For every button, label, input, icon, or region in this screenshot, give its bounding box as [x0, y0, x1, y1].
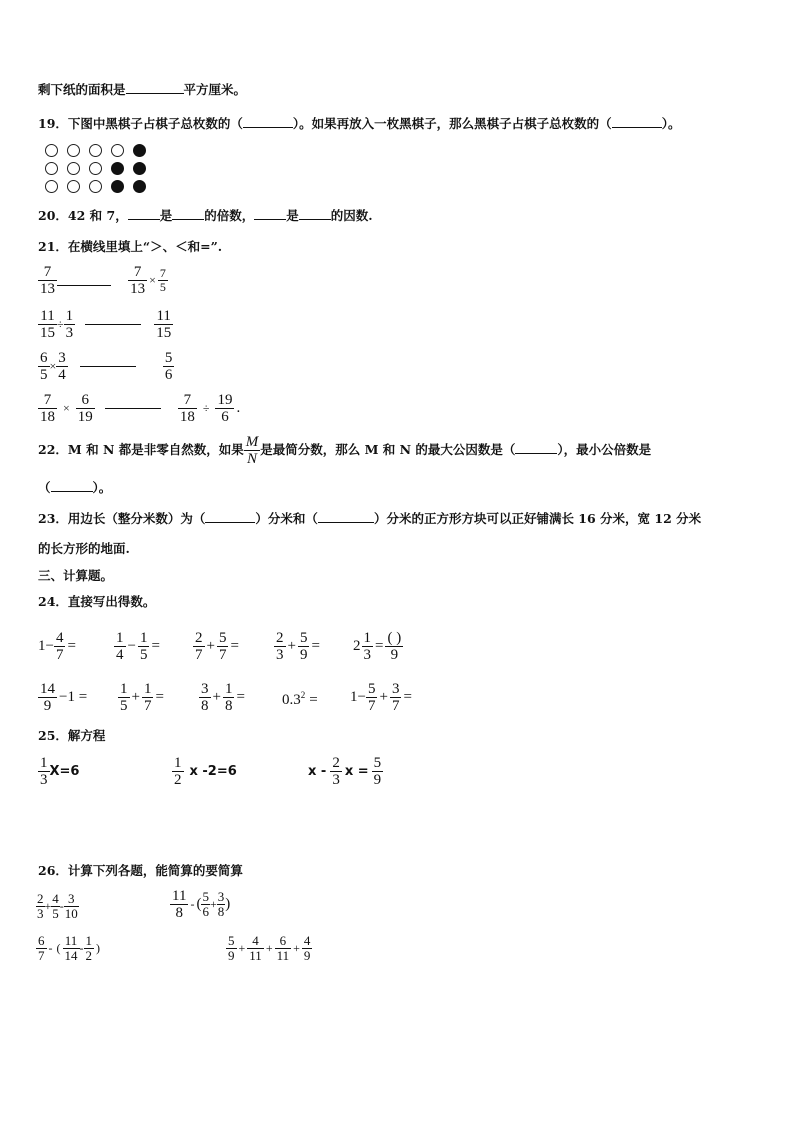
numerator: 7	[159, 266, 166, 280]
denominator: 4	[116, 647, 124, 663]
question-number: 21．	[38, 239, 68, 254]
denominator: 7	[55, 647, 64, 663]
question-20-text: 42 和 7，	[67, 208, 128, 223]
answer-blank[interactable]	[172, 219, 204, 220]
question-23-text: 用边长（整分米数）为（	[67, 511, 206, 526]
denominator: 3	[40, 772, 48, 788]
numerator: 11	[40, 308, 55, 324]
compare-row-4	[38, 392, 242, 425]
white-chess-piece	[67, 180, 80, 193]
denominator: 7	[391, 698, 400, 714]
exponent: 2	[300, 690, 306, 700]
numerator: 1	[40, 755, 48, 771]
white-chess-piece	[45, 162, 58, 175]
base-number: 0.3	[282, 692, 301, 708]
numerator: 1	[85, 933, 92, 948]
answer-blank[interactable]	[128, 219, 160, 220]
numerator-blank[interactable]: ( )	[387, 630, 402, 646]
denominator: 9	[385, 646, 403, 663]
expression-text: −1 =	[59, 689, 88, 705]
denominator: 5	[40, 367, 48, 383]
compare-blank[interactable]	[85, 324, 141, 325]
denominator: 3	[276, 647, 284, 663]
numerator: 5	[367, 681, 376, 697]
denominator: 10	[64, 906, 78, 921]
equals-sign: =	[403, 689, 412, 705]
equation-text: x -2=6	[189, 764, 237, 779]
numerator: 6	[81, 392, 90, 408]
fraction	[217, 890, 226, 919]
question-21-text: 在横线里填上“＞、＜和=”.	[67, 239, 223, 254]
equals-sign: =	[311, 638, 320, 654]
calc-item-10	[350, 681, 414, 714]
answer-blank[interactable]	[254, 219, 286, 220]
section-title-text: 三、计算题。	[38, 568, 114, 583]
numerator: 7	[183, 392, 192, 408]
numerator: 1	[363, 630, 371, 646]
denominator: 11	[249, 948, 262, 963]
fraction-answer-box[interactable]	[385, 630, 403, 663]
white-chess-piece	[67, 144, 80, 157]
operator: +	[44, 899, 52, 913]
question-number: 24．	[38, 594, 68, 609]
question-number: 22．	[38, 442, 68, 457]
calc-item-9	[282, 690, 318, 709]
fraction	[76, 392, 95, 425]
denominator: 5	[159, 280, 166, 294]
fraction	[390, 681, 402, 714]
fraction-m-over-n	[244, 434, 261, 467]
operator: +	[206, 638, 215, 654]
operator: +	[287, 638, 296, 654]
question-22	[38, 432, 651, 468]
question-23-text: ）分米和（	[255, 511, 318, 526]
denominator: 7	[367, 698, 376, 714]
question-number: 26．	[38, 863, 68, 878]
white-chess-piece	[111, 144, 124, 157]
numerator: 2	[195, 630, 203, 646]
numerator: 2	[332, 755, 340, 771]
numerator: 5	[299, 630, 308, 646]
fraction	[63, 934, 80, 963]
white-chess-piece	[89, 162, 102, 175]
chess-board	[45, 144, 155, 196]
denominator: 5	[139, 647, 148, 663]
fraction	[36, 934, 47, 963]
numerator: 11	[156, 308, 171, 324]
fraction	[199, 681, 211, 714]
fraction	[51, 892, 60, 921]
fraction	[138, 630, 150, 663]
fraction	[128, 264, 147, 297]
operator: +	[209, 897, 217, 911]
numerator: 6	[40, 350, 48, 366]
equals-sign: =	[151, 638, 160, 654]
denominator: 9	[303, 948, 311, 963]
operator: +	[131, 689, 140, 705]
denominator: 8	[170, 904, 188, 921]
fraction	[372, 755, 384, 788]
question-number: 19．	[38, 116, 68, 131]
denominator: 7	[195, 647, 203, 663]
question-22-text: （	[38, 480, 51, 495]
question-20-text: 的倍数，	[204, 208, 255, 223]
denominator: N	[244, 450, 261, 467]
denominator: 14	[64, 948, 78, 963]
white-chess-piece	[45, 180, 58, 193]
numerator: 3	[68, 891, 75, 906]
denominator: 3	[363, 647, 371, 663]
question-23	[38, 511, 701, 527]
equation-text: X=6	[49, 764, 80, 779]
question-22-text: M 和 N 都是非零自然数，如果	[67, 442, 244, 457]
fraction	[163, 350, 175, 383]
top-line	[38, 82, 246, 98]
calc-item-7	[118, 681, 166, 714]
denominator: 15	[156, 325, 172, 341]
denominator: 3	[332, 772, 340, 788]
operator: -	[59, 899, 64, 913]
top-line-text: 剩下纸的面积是	[38, 82, 126, 97]
question-number: 25．	[38, 728, 68, 743]
numerator: 2	[37, 891, 44, 906]
compare-row-1	[38, 264, 168, 297]
white-chess-piece	[89, 144, 102, 157]
denominator: 19	[77, 409, 93, 425]
question-22-line-2	[38, 480, 111, 496]
question-20-text: 是	[286, 208, 299, 223]
section-title	[38, 568, 113, 584]
denominator: 7	[38, 948, 45, 963]
white-chess-piece	[67, 162, 80, 175]
question-22-text: 是最简分数，那么 M 和 N 的最大公因数是（	[260, 442, 516, 457]
left-parenthesis: (	[56, 941, 61, 955]
numerator: 19	[217, 392, 233, 408]
answer-blank[interactable]	[515, 453, 557, 454]
equals-sign: =	[67, 638, 76, 654]
numerator: 4	[55, 630, 64, 646]
denominator: 7	[218, 647, 227, 663]
operator: +	[212, 689, 221, 705]
equation-3	[308, 755, 383, 788]
equation-1	[38, 755, 79, 788]
fraction	[172, 755, 184, 788]
fraction	[118, 681, 130, 714]
question-24-text: 直接写出得数。	[67, 594, 156, 609]
white-chess-piece	[45, 144, 58, 157]
fraction	[38, 392, 57, 425]
question-number: 20．	[38, 208, 68, 223]
question-24	[38, 594, 155, 610]
calc-item-4	[274, 630, 322, 663]
denominator: 9	[38, 697, 57, 714]
denominator: 11	[276, 948, 290, 963]
question-23-line-2	[38, 541, 130, 557]
numerator: 2	[276, 630, 284, 646]
question-21	[38, 239, 222, 255]
denominator: 6	[164, 367, 173, 383]
answer-blank[interactable]	[243, 127, 293, 128]
calc-item-1	[38, 630, 78, 663]
numerator: 3	[58, 350, 66, 366]
fraction	[178, 392, 197, 425]
question-26-text: 计算下列各题，能简算的要简算	[67, 863, 243, 878]
denominator: 13	[40, 281, 55, 297]
question-26	[38, 863, 243, 879]
answer-blank[interactable]	[126, 93, 184, 94]
whole-number: 2	[353, 638, 361, 654]
answer-blank[interactable]	[299, 219, 331, 220]
question-number: 23．	[38, 511, 68, 526]
denominator: 15	[40, 325, 55, 341]
left-parenthesis: (	[196, 896, 202, 912]
denominator: 2	[85, 948, 92, 963]
right-parenthesis: )	[96, 941, 100, 955]
denominator: 9	[373, 772, 382, 788]
compare-blank[interactable]	[57, 285, 111, 286]
fraction	[38, 264, 57, 297]
fraction	[64, 892, 79, 921]
question-25	[38, 728, 105, 744]
black-chess-piece	[133, 162, 146, 175]
denominator: 13	[130, 281, 146, 297]
numerator: 5	[218, 630, 227, 646]
fraction	[54, 630, 66, 663]
compare-blank[interactable]	[80, 366, 136, 367]
denominator: 18	[40, 409, 55, 425]
answer-blank[interactable]	[205, 522, 255, 523]
simplify-item-2	[170, 888, 230, 921]
equals-sign: =	[375, 638, 384, 654]
fraction	[275, 934, 292, 963]
denominator: 2	[174, 772, 182, 788]
fraction	[366, 681, 378, 714]
compare-row-3	[38, 350, 174, 383]
numerator: 1	[120, 681, 128, 697]
equals-sign: =	[309, 692, 318, 708]
numerator: 5	[202, 889, 209, 904]
denominator: 8	[224, 698, 233, 714]
numerator: 4	[252, 933, 259, 948]
operator: ÷	[202, 401, 210, 415]
fraction	[170, 888, 188, 921]
question-19-text-a: 下图中黑棋子占棋子总枚数的（	[67, 116, 243, 131]
numerator: 7	[43, 264, 52, 280]
fraction	[64, 308, 76, 341]
numerator: 3	[201, 681, 209, 697]
answer-blank[interactable]	[51, 491, 93, 492]
denominator: 4	[58, 367, 66, 383]
denominator: 8	[201, 698, 209, 714]
operator: ×	[49, 359, 57, 373]
denominator: 8	[217, 904, 225, 919]
operator: ÷	[57, 317, 64, 331]
fraction	[158, 267, 168, 294]
numerator: 11	[172, 888, 187, 904]
simplify-item-3	[36, 934, 102, 963]
black-chess-piece	[111, 162, 124, 175]
fraction	[38, 350, 50, 383]
operator: −	[127, 638, 136, 654]
numerator: 5	[373, 755, 382, 771]
fraction	[114, 630, 126, 663]
numerator: 1	[174, 755, 182, 771]
top-line-suffix: 平方厘米。	[183, 82, 247, 97]
operator: ×	[63, 401, 70, 415]
numerator: 14	[40, 681, 55, 697]
denominator: 6	[215, 408, 234, 425]
denominator: 5	[120, 698, 128, 714]
question-23-text: 的长方形的地面.	[38, 541, 130, 556]
numerator: 4	[303, 933, 311, 948]
question-20-text: 的因数.	[330, 208, 373, 223]
numerator: 1	[116, 630, 124, 646]
equation-2	[172, 755, 237, 788]
black-chess-piece	[111, 180, 124, 193]
operator: +	[265, 941, 273, 955]
equals-sign: =	[155, 689, 164, 705]
operator: -	[79, 941, 84, 955]
fraction	[36, 892, 45, 921]
numerator: 11	[64, 933, 78, 948]
numerator: 6	[38, 933, 45, 948]
numerator: 5	[164, 350, 173, 366]
numerator: 4	[52, 891, 59, 906]
numerator: 3	[217, 889, 225, 904]
numerator: M	[245, 434, 259, 450]
black-chess-piece	[133, 144, 146, 157]
denominator: 5	[52, 906, 59, 921]
question-19-text-c: ）。	[661, 116, 681, 131]
operator: ×	[149, 273, 156, 287]
question-19	[38, 116, 680, 132]
fraction	[226, 934, 237, 963]
fraction	[154, 308, 173, 341]
fraction	[362, 630, 374, 663]
question-19-text-b: ）。如果再放入一枚黑棋子，那么黑棋子占棋子总枚数的（	[292, 116, 612, 131]
operator: +	[379, 689, 388, 705]
fraction	[298, 630, 310, 663]
question-20	[38, 208, 373, 224]
equation-text: x =	[344, 764, 369, 779]
denominator: 7	[143, 698, 152, 714]
numerator: 1	[139, 630, 148, 646]
question-22-text: ）。	[92, 480, 112, 495]
operator: -	[190, 897, 195, 911]
calc-item-5	[352, 630, 403, 663]
answer-blank[interactable]	[318, 522, 374, 523]
fraction	[215, 392, 234, 425]
answer-blank[interactable]	[612, 127, 662, 128]
fraction	[38, 755, 50, 788]
numerator: 6	[279, 933, 287, 948]
equation-text: x -	[308, 764, 327, 779]
fraction	[217, 630, 229, 663]
denominator: 9	[228, 948, 235, 963]
calc-item-2	[114, 630, 162, 663]
expression-text: 1−	[38, 638, 54, 654]
expression-text: 1−	[350, 689, 366, 705]
fraction	[56, 350, 68, 383]
denominator: 6	[202, 904, 209, 919]
fraction	[193, 630, 205, 663]
numerator: 5	[228, 933, 235, 948]
equals-sign: =	[236, 689, 245, 705]
denominator: 3	[65, 325, 74, 341]
fraction	[302, 934, 313, 963]
white-chess-piece	[89, 180, 102, 193]
fraction	[84, 934, 95, 963]
equals-sign: =	[230, 638, 239, 654]
compare-row-2	[38, 308, 173, 341]
calc-item-6	[38, 681, 89, 714]
question-23-text: ）分米的正方形方块可以正好铺满长 16 分米，宽 12 分米	[373, 511, 702, 526]
denominator: 3	[37, 906, 44, 921]
calc-item-8	[199, 681, 247, 714]
numerator: 3	[391, 681, 400, 697]
numerator: 1	[65, 308, 74, 324]
denominator: 18	[179, 409, 195, 425]
numerator: 7	[133, 264, 142, 280]
fraction	[38, 308, 57, 341]
question-20-text: 是	[159, 208, 173, 223]
fraction	[201, 890, 210, 919]
operator: +	[238, 941, 246, 955]
simplify-item-1	[36, 892, 79, 921]
question-22-text: ），最小公倍数是	[557, 442, 652, 457]
compare-blank[interactable]	[105, 408, 161, 409]
fraction	[274, 630, 286, 663]
fraction	[247, 934, 264, 963]
numerator: 7	[43, 392, 52, 408]
period: .	[236, 400, 241, 416]
numerator: 1	[143, 681, 152, 697]
black-chess-piece	[133, 180, 146, 193]
question-25-text: 解方程	[67, 728, 106, 743]
numerator: 1	[224, 681, 233, 697]
fraction	[223, 681, 235, 714]
operator: +	[293, 941, 300, 955]
fraction	[330, 755, 342, 788]
denominator: 9	[299, 647, 308, 663]
simplify-item-4	[226, 934, 312, 963]
calc-item-3	[193, 630, 241, 663]
fraction	[38, 681, 57, 714]
right-parenthesis: )	[225, 896, 231, 912]
fraction	[142, 681, 154, 714]
operator: -	[48, 941, 53, 955]
